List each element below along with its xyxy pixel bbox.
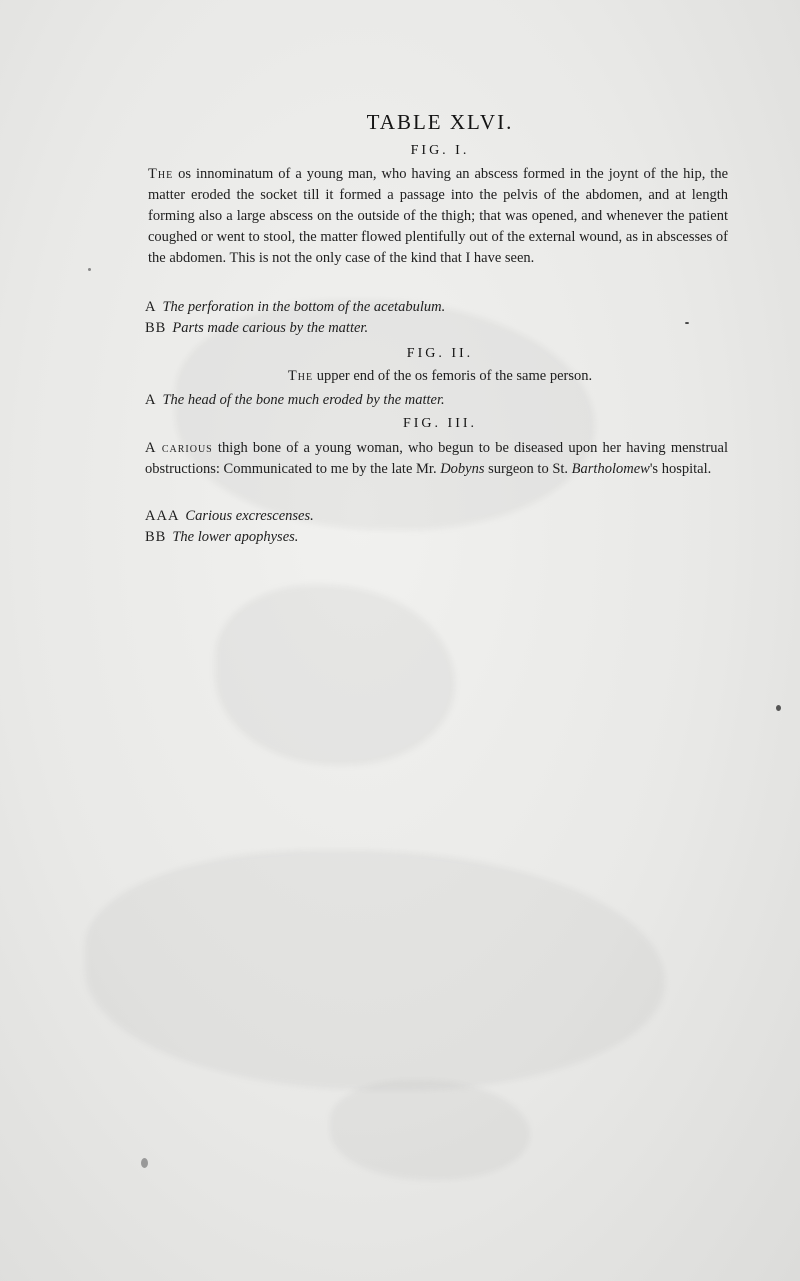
show-through-shape: [330, 1080, 530, 1180]
ref-key: A: [145, 392, 157, 408]
fig3-text-1: thigh bone of a young woman, who begun to be diseased upon her having menstrual obstructions: Communicated to me by the late Mr.: [145, 440, 729, 477]
fig1-ref-a: [145, 297, 445, 318]
ref-desc: The perforation in the bottom of the acetabulum.: [162, 299, 446, 315]
fig3-ref-aaa: [145, 506, 314, 527]
paper-speck: [88, 268, 91, 271]
fig1-description: [148, 164, 728, 269]
ref-key: BB: [145, 529, 167, 545]
ref-key: AAA: [145, 508, 180, 524]
fig2-description: [0, 368, 800, 385]
ref-desc: Parts made carious by the matter.: [172, 320, 369, 336]
fig3-heading: FIG. III.: [402, 416, 478, 431]
fig2-ref-a: [145, 390, 445, 411]
fig3-text-3: 's hospital.: [649, 461, 712, 477]
ref-key: BB: [145, 320, 167, 336]
ref-desc: The lower apophyses.: [172, 529, 299, 545]
ref-desc: Carious excrescenses.: [185, 508, 314, 524]
fig3-lead: A carious: [145, 440, 213, 456]
ref-desc: The head of the bone much eroded by the matter.: [162, 392, 445, 408]
fig3-text-2: surgeon to St.: [484, 461, 572, 477]
fig3-ref-bb: [145, 527, 298, 548]
fig2-heading: FIG. II.: [406, 346, 474, 361]
page-title: TABLE XLVI.: [366, 110, 514, 134]
fig3-name-1: Dobyns: [440, 461, 485, 477]
fig3-name-2: Bartholomew: [571, 461, 650, 477]
paper-speck: [776, 705, 781, 711]
paper-speck: [685, 322, 689, 324]
fig1-text: os innominatum of a young man, who having an abscess formed in the joynt of the hip, the matter eroded the socket till it formed a passage into the pelvis of the abdomen, and at length forming also a large abscess on the outside of the thigh; that was opened, and whenever the patient coughed or went to stool, the matter flowed plentifully out of the external wound, as in abscesses of the abdomen. This is not the only case of the kind that I have seen.: [148, 166, 728, 266]
fig2-lead: The: [287, 368, 314, 384]
fig1-lead: The: [148, 166, 174, 182]
show-through-shape: [215, 585, 455, 765]
fig2-text: upper end of the os femoris of the same person.: [313, 368, 593, 384]
paper-speck: [141, 1158, 148, 1168]
fig3-description: [145, 438, 728, 480]
ref-key: A: [145, 299, 157, 315]
fig1-ref-bb: [145, 318, 368, 339]
show-through-shape: [85, 850, 665, 1090]
fig1-heading: FIG. I.: [410, 143, 470, 158]
